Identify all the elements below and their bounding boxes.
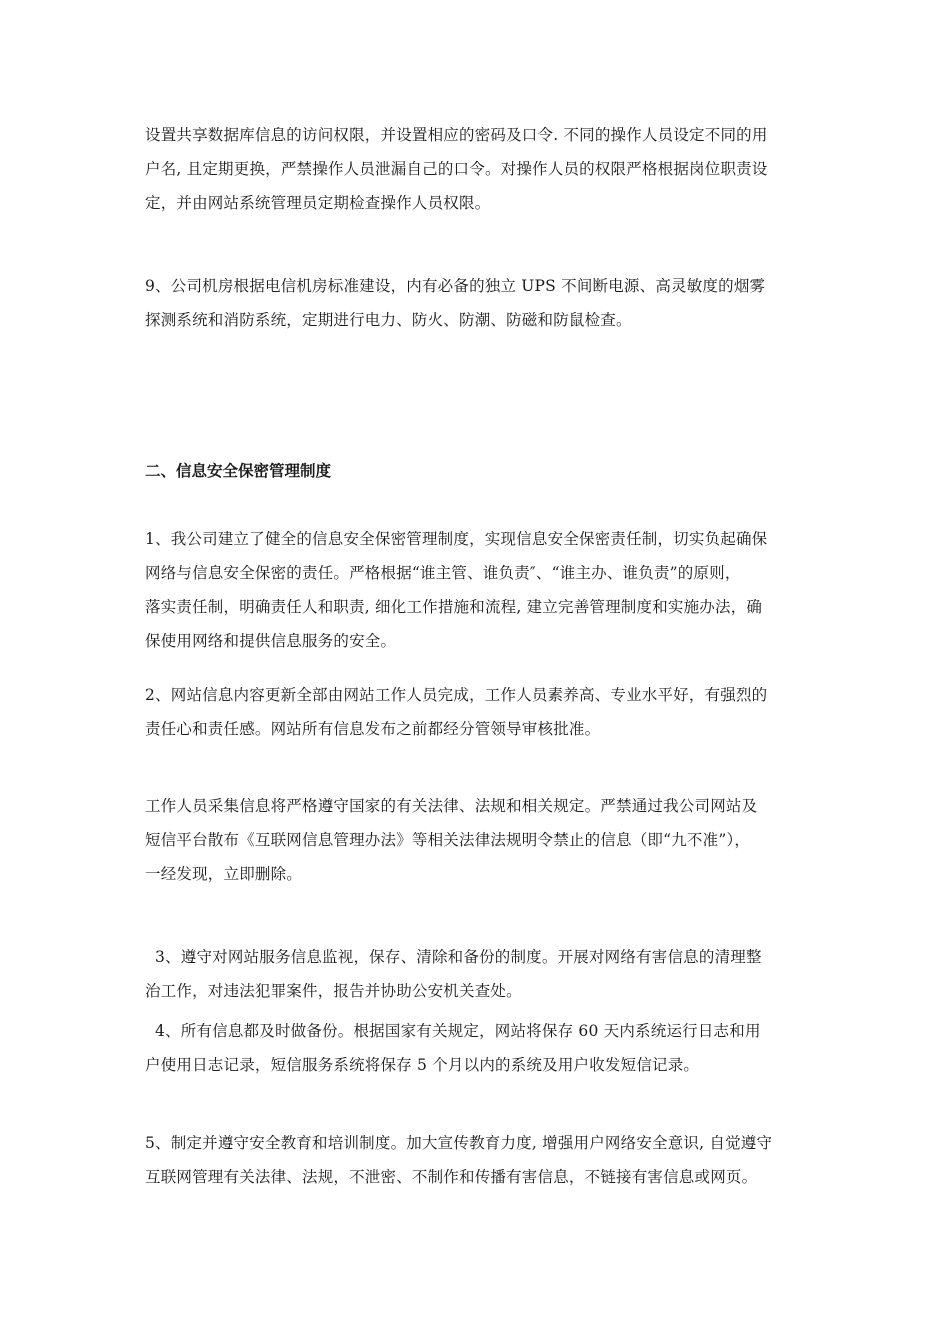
text-line: 责任心和责任感。网站所有信息发布之前都经分管领导审核批准。	[145, 720, 601, 738]
section-heading: 二、信息安全保密管理制度	[145, 461, 332, 480]
text-line: 探测系统和消防系统，定期进行电力、防火、防潮、防磁和防鼠检查。	[145, 311, 632, 329]
text-line: 互联网管理有关法律、法规，不泄密、不制作和传播有害信息，不链接有害信息或网页。	[145, 1168, 758, 1186]
text-line: 落实责任制，明确责任人和职责, 细化工作措施和流程, 建立完善管理制度和实施办法，确	[145, 598, 763, 616]
text-line: 短信平台散布《互联网信息管理办法》等相关法律法规明令禁止的信息（即“九不准”），	[145, 831, 751, 849]
text-line: 户使用日志记录，短信服务系统将保存 5 个月以内的系统及用户收发短信记录。	[145, 1056, 700, 1074]
paragraph-item-9	[145, 269, 813, 337]
text-line: 治工作，对违法犯罪案件，报告并协助公安机关查处。	[145, 982, 522, 1000]
text-line: 网络与信息安全保密的责任。严格根据“谁主管、谁负责″、“谁主办、谁负责”的原则，	[145, 564, 741, 582]
text-line: 9、公司机房根据电信机房标准建设，内有必备的独立 UPS 不间断电源、高灵敏度的烟雾	[145, 277, 766, 295]
text-line: 设置共享数据库信息的访问权限，并设置相应的密码及口令. 不同的操作人员设定不同的用	[145, 126, 768, 144]
paragraph-section-staff	[145, 789, 813, 891]
text-line: 1、我公司建立了健全的信息安全保密管理制度，实现信息安全保密责任制，切实负起确保	[145, 530, 768, 548]
paragraph-section-item-5	[145, 1126, 813, 1194]
text-line: 工作人员采集信息将严格遵守国家的有关法律、法规和相关规定。严禁通过我公司网站及	[145, 797, 758, 815]
paragraph-section-item-2	[145, 678, 813, 746]
text-line: 4、所有信息都及时做备份。根据国家有关规定，网站将保存 60 天内系统运行日志和用	[155, 1022, 761, 1040]
text-line: 保使用网络和提供信息服务的安全。	[145, 632, 397, 650]
text-line: 3、遵守对网站服务信息监视，保存、清除和备份的制度。开展对网络有害信息的清理整	[155, 948, 762, 966]
paragraph-section-item-4	[145, 1014, 823, 1082]
paragraph-section-item-1	[145, 522, 813, 658]
text-line: 5、制定并遵守安全教育和培训制度。加大宣传教育力度, 增强用户网络安全意识, 自觉遵守	[145, 1134, 773, 1152]
paragraph-access-control	[145, 118, 813, 220]
text-line: 户名, 且定期更换，严禁操作人员泄漏自己的口令。对操作人员的权限严格根据岗位职责设	[145, 160, 768, 178]
text-line: 一经发现，立即删除。	[145, 865, 303, 883]
text-line: 2、网站信息内容更新全部由网站工作人员完成，工作人员素养高、专业水平好，有强烈的	[145, 686, 768, 704]
paragraph-section-item-3	[145, 940, 823, 1008]
text-line: 定，并由网站系统管理员定期检查操作人员权限。	[145, 194, 491, 212]
